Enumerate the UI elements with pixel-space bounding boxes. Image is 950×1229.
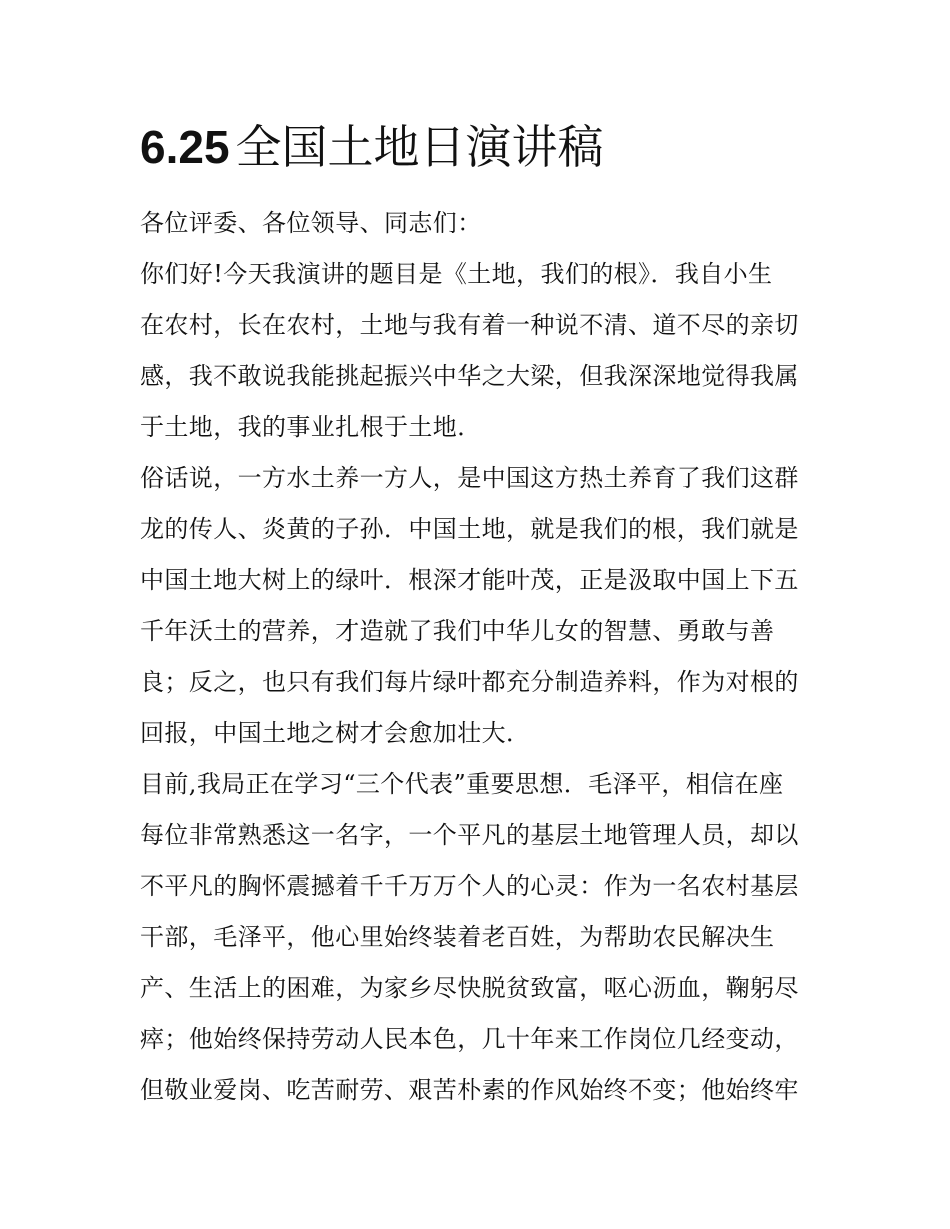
body-line: 干部，毛泽平，他心里始终装着老百姓，为帮助农民解决生: [140, 923, 775, 951]
body-line: 产、生活上的困难，为家乡尽快脱贫致富，呕心沥血，鞠躬尽: [140, 974, 799, 1002]
title-number: 6.25: [140, 121, 230, 173]
body-line: 各位评委、各位领导、同志们：: [140, 209, 482, 237]
body-line: 但敬业爱岗、吃苦耐劳、艰苦朴素的作风始终不变；他始终牢: [140, 1076, 799, 1104]
body-line: 良；反之，也只有我们每片绿叶都充分制造养料，作为对根的: [140, 668, 799, 696]
body-line: 不平凡的胸怀震撼着千千万万个人的心灵：作为一名农村基层: [140, 872, 799, 900]
document-body: [140, 198, 820, 1116]
body-line: 俗话说，一方水土养一方人，是中国这方热土养育了我们这群: [140, 464, 799, 492]
body-line: 你们好!今天我演讲的题目是《土地，我们的根》．我自小生: [140, 260, 773, 288]
document-title: [140, 116, 604, 178]
body-line: 龙的传人、炎黄的子孙．中国土地，就是我们的根，我们就是: [140, 515, 799, 543]
body-line: 感，我不敢说我能挑起振兴中华之大梁，但我深深地觉得我属: [140, 362, 799, 390]
body-line: 目前,我局正在学习“三个代表”重要思想．毛泽平，相信在座: [140, 770, 784, 798]
body-line: 千年沃土的营养，才造就了我们中华儿女的智慧、勇敢与善: [140, 617, 775, 645]
body-line: 中国土地大树上的绿叶．根深才能叶茂，正是汲取中国上下五: [140, 566, 799, 594]
body-line: 于土地，我的事业扎根于土地．: [140, 413, 482, 441]
body-line: 在农村，长在农村，土地与我有着一种说不清、道不尽的亲切: [140, 311, 799, 339]
title-text: 全国土地日演讲稿: [235, 120, 604, 174]
body-line: 每位非常熟悉这一名字，一个平凡的基层土地管理人员，却以: [140, 821, 799, 849]
body-line: 瘁；他始终保持劳动人民本色，几十年来工作岗位几经变动，: [140, 1025, 799, 1053]
body-line: 回报，中国土地之树才会愈加壮大．: [140, 719, 531, 747]
